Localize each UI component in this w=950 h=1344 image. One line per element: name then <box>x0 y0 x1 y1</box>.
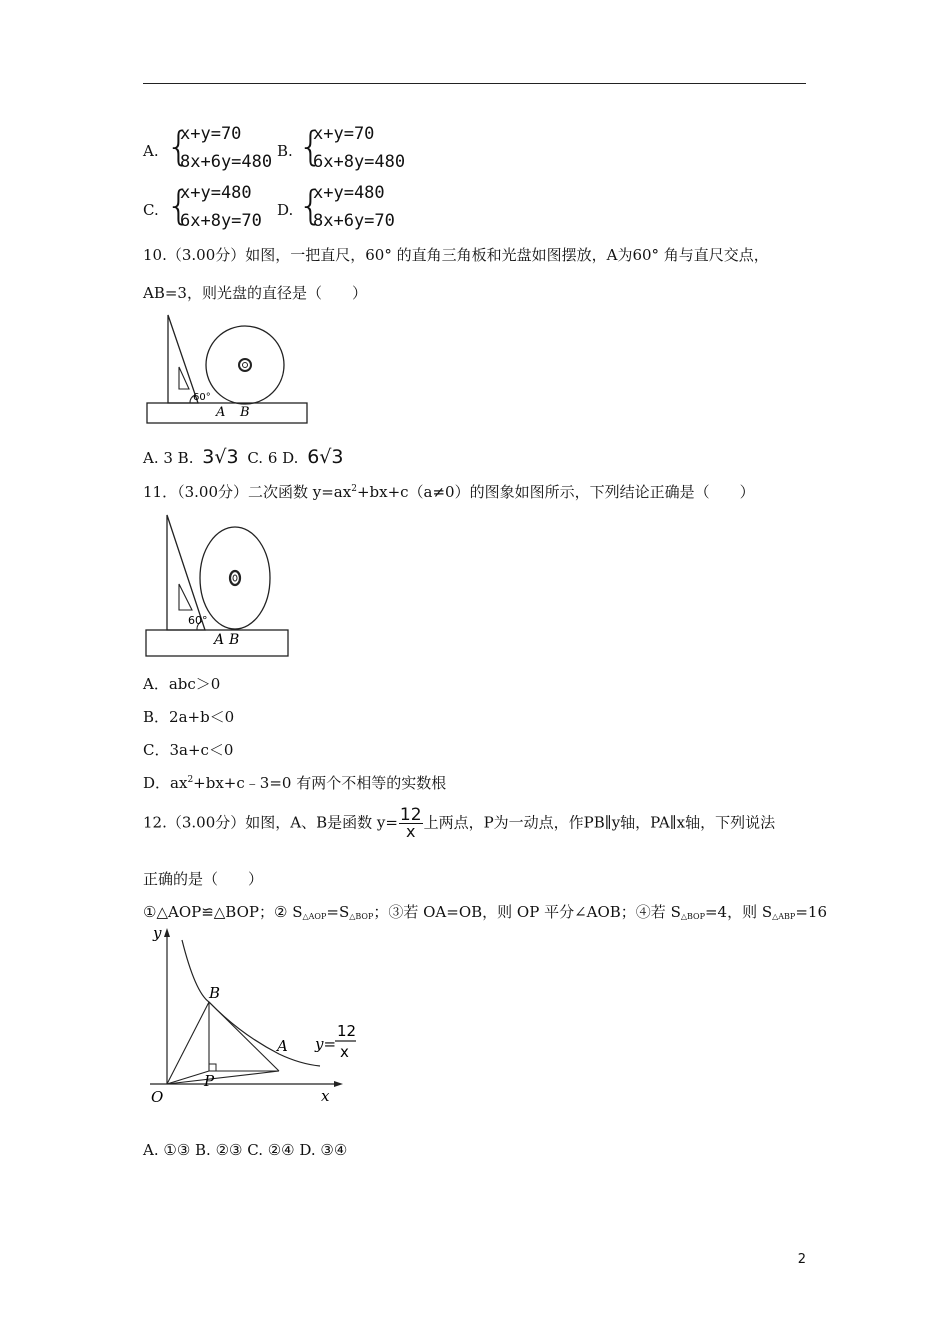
right-angle-mark <box>209 1064 216 1071</box>
segment-ab <box>209 1002 279 1071</box>
x-axis-arrow-icon <box>334 1081 343 1087</box>
q11-option-d-sup: 2 <box>187 775 194 785</box>
brace-icon: { <box>166 124 192 170</box>
brace-icon: { <box>298 183 324 229</box>
q10-option-d-value: 6√3 <box>307 446 344 468</box>
q12-sub3: △BOP <box>680 912 705 921</box>
page-number: 2 <box>797 1252 806 1267</box>
q11-stem <box>143 481 755 502</box>
brace-icon: { <box>166 183 192 229</box>
q11-figure <box>145 513 293 659</box>
q9-option-d-eq2: 8x+6y=70 <box>313 211 395 231</box>
origin-label: O <box>151 1088 164 1106</box>
q11-option-a: A．abc＞0 <box>143 675 221 693</box>
q12-figure <box>145 926 370 1108</box>
q10-stem-line2: AB=3，则光盘的直径是（ ） <box>143 284 367 302</box>
q12-options: A. ①③ B. ②③ C. ②④ D. ③④ <box>143 1141 348 1159</box>
q11-stem-a: 11．（3.00分）二次函数 y=ax <box>143 483 352 501</box>
q10-option-b-value: 3√3 <box>202 446 239 468</box>
cd-hole-inner <box>243 363 248 368</box>
q10-option-a-b-label: A. 3 B. <box>143 449 194 467</box>
q12-sub2: △BOP <box>349 912 374 921</box>
brace-icon: { <box>298 124 324 170</box>
q9-option-c-label: C. <box>143 201 159 219</box>
segment-oa <box>167 1071 279 1084</box>
point-b-label: B <box>209 984 221 1002</box>
q12-s1: ①△AOP≌△BOP；② S <box>143 903 303 921</box>
q12-stem-a: 12.（3.00分）如图，A、B是函数 y= <box>143 813 398 832</box>
q9-option-a-eq1: x+y=70 <box>180 124 242 144</box>
q12-statements <box>143 901 827 922</box>
q10-option-c-d-label: C. 6 D. <box>247 449 299 467</box>
q12-s2: =S <box>326 903 350 921</box>
q9-option-c-eq2: 6x+8y=70 <box>180 211 262 231</box>
triangle-ruler <box>167 515 205 630</box>
angle-label: 60° <box>193 392 211 403</box>
q9-option-a-eq2: 8x+6y=480 <box>180 152 273 172</box>
q12-sub1: △AOP <box>302 912 327 921</box>
q11-stem-b: +bx+c（a≠0）的图象如图所示，下列结论正确是（ ） <box>356 483 755 501</box>
q12-stem-b: 上两点，P为一动点，作PB∥y轴，PA∥x轴，下列说法 <box>423 813 776 832</box>
ruler <box>147 403 307 423</box>
q11-option-c: C．3a+c＜0 <box>143 741 234 759</box>
cd-hole-outer <box>239 359 251 371</box>
hyperbola-curve <box>182 940 320 1066</box>
q12-s4: =4，则 S <box>704 903 773 921</box>
point-p-label: P <box>204 1072 215 1090</box>
q12-sub4: △ABP <box>772 912 796 921</box>
cd-hole-inner <box>233 575 237 581</box>
q9-option-a-label: A. <box>143 142 159 160</box>
q10-stem-line1: 10.（3.00分）如图，一把直尺，60° 的直角三角板和光盘如图摆放，A为60° 角与直尺交点， <box>143 246 769 264</box>
function-label-numerator: 12 <box>337 1022 357 1040</box>
q9-option-d-eq1: x+y=480 <box>313 183 385 203</box>
segment-ob <box>167 1002 209 1084</box>
y-axis-label: y <box>153 924 162 942</box>
q9-option-b-eq2: 6x+8y=480 <box>313 152 406 172</box>
point-a-label: A <box>216 405 226 420</box>
q12-stem-line2: 正确的是（ ） <box>143 870 264 888</box>
function-label-denominator: x <box>340 1043 349 1061</box>
triangle-inner <box>179 584 192 610</box>
cd-disc <box>206 326 284 404</box>
triangle-ruler <box>168 315 198 403</box>
point-a-label: A <box>277 1037 288 1055</box>
point-a-label: A <box>214 632 225 648</box>
header-rule <box>143 83 806 84</box>
q11-option-b: B．2a+b＜0 <box>143 708 235 726</box>
q12-s5: =16 <box>795 903 827 921</box>
y-axis-arrow-icon <box>164 928 170 937</box>
x-axis-label: x <box>321 1087 330 1105</box>
q9-option-b-eq1: x+y=70 <box>313 124 375 144</box>
q12-stem <box>143 807 775 840</box>
q12-s3: ；③若 OA=OB，则 OP 平分∠AOB；④若 S <box>373 903 681 921</box>
fraction-numerator: 12 <box>399 805 422 825</box>
cd-hole-outer <box>230 571 240 585</box>
q9-option-d-label: D. <box>277 201 294 219</box>
q10-options <box>143 446 343 468</box>
q11-option-d-a: D．ax <box>143 774 188 792</box>
function-label-prefix: y= <box>315 1035 337 1053</box>
fraction-denominator: x <box>406 822 416 841</box>
q11-option-d-b: +bx+c﹣3=0 有两个不相等的实数根 <box>193 774 447 792</box>
q11-sup: 2 <box>351 484 357 494</box>
q12-fraction <box>399 807 423 840</box>
cd-disc <box>200 527 270 629</box>
q11-option-d <box>143 772 446 793</box>
angle-label: 60° <box>188 614 208 627</box>
point-b-label: B <box>240 405 250 420</box>
q9-option-b-label: B. <box>277 142 293 160</box>
q10-figure <box>146 313 311 425</box>
point-b-label: B <box>229 632 240 648</box>
q9-option-c-eq1: x+y=480 <box>180 183 252 203</box>
